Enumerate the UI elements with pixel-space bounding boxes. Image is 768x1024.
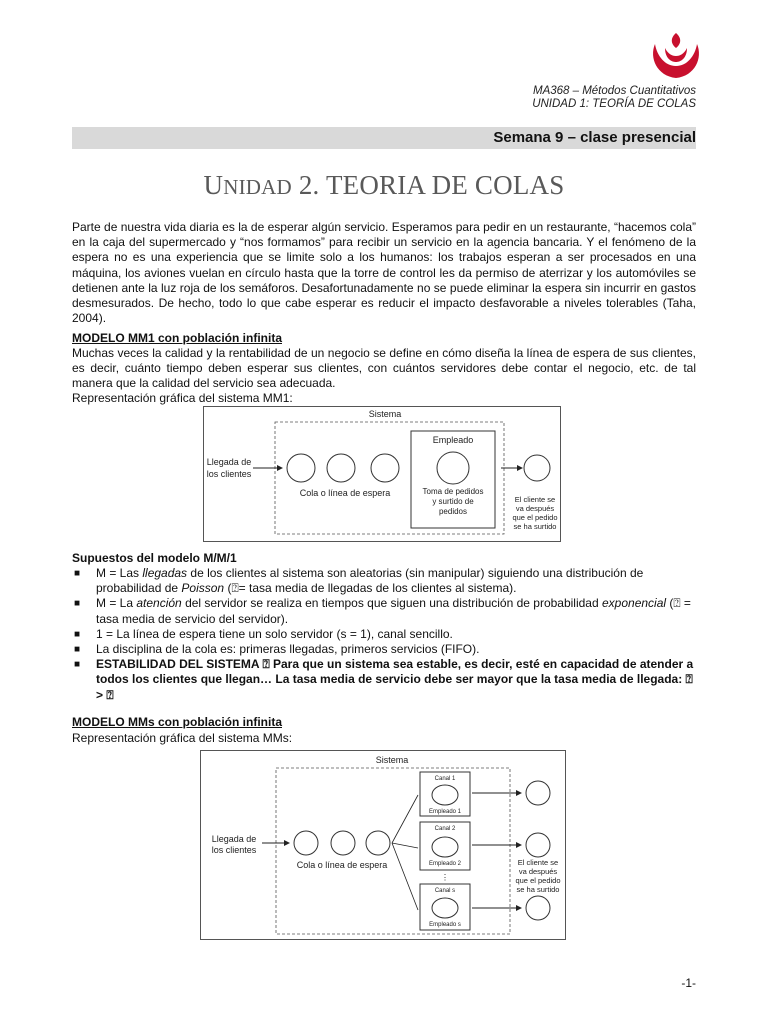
bullet-square-icon: ■ (74, 598, 81, 610)
mm1-queue-customer (371, 454, 399, 482)
mm1-heading: MODELO MM1 con población infinita (72, 331, 282, 345)
assumption-item: ■ La disciplina de la cola es: primeras llegadas, primeros servicios (FIFO). (74, 642, 480, 657)
mm1-exit-label-3: que el pedido (512, 513, 558, 522)
mm1-exit-label-1: El cliente se (514, 495, 556, 504)
page-number: -1- (681, 976, 696, 990)
university-logo (647, 30, 705, 82)
assumption-item-stability: ■ ESTABILIDAD DEL SISTEMA ⍰ Para que un sistema sea estable, es decir, esté en capacidad de atender a todos los clientes que llegan… La tasa media de servicio debe ser mayor que la tasa media de llegada: ⍰ > ⍰ (74, 657, 694, 702)
mm1-service-label-1: Toma de pedidos (422, 487, 484, 496)
assumptions-list (72, 566, 696, 703)
mm1-exiting-customer (524, 455, 550, 481)
mms-exit-label-2: va después (518, 867, 558, 876)
mm1-caption: Representación gráfica del sistema MM1: (72, 391, 293, 405)
mms-exiting-customer-s (526, 896, 550, 920)
mms-arrivals-label-1: Llegada de (211, 834, 257, 844)
mm1-system-label: Sistema (368, 409, 402, 419)
mm1-queue-customer (287, 454, 315, 482)
mms-employee-2-label: Empleado 2 (428, 861, 462, 867)
mms-channel-ellipsis: ⋮ (441, 873, 449, 882)
mms-channel-s-server (432, 898, 458, 918)
mm1-exit-label-4: se ha surtido (513, 522, 557, 531)
week-label: Semana 9 – clase presencial (493, 129, 696, 146)
mms-exit-label-3: que el pedido (515, 876, 561, 885)
bullet-square-icon: ■ (74, 659, 81, 671)
mms-queue-label: Cola o línea de espera (296, 860, 388, 870)
mms-heading: MODELO MMs con población infinita (72, 715, 282, 729)
mms-channel-1-label: Canal 1 (434, 776, 456, 782)
assumption-item: ■ M = La atención del servidor se realiza en tiempos que siguen una distribución de probabilidad exponencial (⍰ = tasa media de servicio del servidor). (74, 596, 691, 626)
bullet-square-icon: ■ (74, 568, 81, 579)
mm1-service-label-2: y surtido de (432, 497, 474, 506)
assumptions-heading: Supuestos del modelo M/M/1 (72, 551, 237, 565)
title-lead-rest: NIDAD (223, 175, 292, 199)
mms-exit-label-4: se ha surtido (516, 885, 560, 894)
mm1-arrivals-label-2: los clientes (206, 469, 252, 479)
mms-exiting-customer-1 (526, 781, 550, 805)
assumption-item: ■ 1 = La línea de espera tiene un solo servidor (s = 1), canal sencillo. (74, 626, 453, 641)
mms-queue-customer (294, 831, 318, 855)
mm1-queue-customer (327, 454, 355, 482)
mm1-paragraph: Muchas veces la calidad y la rentabilidad de un negocio se define en cómo diseña la línea de espera de sus clientes, es decir, cuánto tiempo deben esperar sus clientes, con cuántos servidores debe contar el negocio, etc. de tal manera que la calidad del servicio sea adecuada. (72, 346, 696, 391)
mm1-server-customer (437, 452, 469, 484)
mm1-queue-label: Cola o línea de espera (299, 488, 391, 498)
mms-channel-2-server (432, 837, 458, 857)
mms-queue-customer (331, 831, 355, 855)
mm1-service-label-3: pedidos (438, 507, 468, 516)
mm1-diagram (203, 406, 561, 542)
unit-label: UNIDAD 1: TEORÍA DE COLAS (532, 98, 696, 110)
mms-channel-1-server (432, 785, 458, 805)
bullet-square-icon: ■ (74, 628, 81, 640)
mms-employee-1-label: Empleado 1 (428, 809, 462, 815)
bullet-square-icon: ■ (74, 644, 81, 656)
mms-queue-customer (366, 831, 390, 855)
title-lead-letter: U (203, 170, 224, 200)
assumption-item: ■ M = Las llegadas de los clientes al sistema son aleatorias (sin manipular) siguiendo una distribución de probabilidad de Poisson (⍰= tasa media de llegadas de los clientes al sistema). (74, 566, 644, 596)
mms-diagram (200, 750, 566, 940)
course-code: MA368 – Métodos Cuantitativos (532, 85, 696, 97)
mm1-employee-label: Empleado (432, 435, 474, 445)
mms-arrivals-label-2: los clientes (211, 845, 257, 855)
mms-exit-label-1: El cliente se (517, 858, 559, 867)
mms-employee-s-label: Empleado s (429, 922, 461, 928)
mms-channel-2-label: Canal 2 (434, 826, 456, 832)
mms-exiting-customer-2 (526, 833, 550, 857)
mm1-exit-label-2: va después (515, 504, 555, 513)
title-rest: 2. TEORIA DE COLAS (291, 170, 565, 200)
mms-channel-s-label: Canal s (434, 888, 456, 894)
mms-system-label: Sistema (375, 755, 409, 765)
unit-title (0, 170, 768, 201)
mm1-arrivals-label-1: Llegada de (206, 457, 252, 467)
mms-caption: Representación gráfica del sistema MMs: (72, 731, 293, 745)
intro-paragraph: Parte de nuestra vida diaria es la de esperar algún servicio. Esperamos para pedir en un restaurante, “hacemos cola” en la caja del supermercado y “nos formamos” para recibir un servicio en la agencia bancaria. Y el fenómeno de la espera no es una experiencia que se limite solo a los humanos: los trabajos esperan a ser procesados en una máquina, los aviones vuelan en círculo hasta que la torre de control les da permiso de aterrizar y los automóviles se detienen ante la luz roja de los semáforos. Desafortunadamente no se puede eliminar la espera sin incurrir en gastos desmesurados. De hecho, todo lo que cabe esperar es reducir el impacto desfavorable a niveles tolerables (Taha, 2004). (72, 220, 696, 326)
